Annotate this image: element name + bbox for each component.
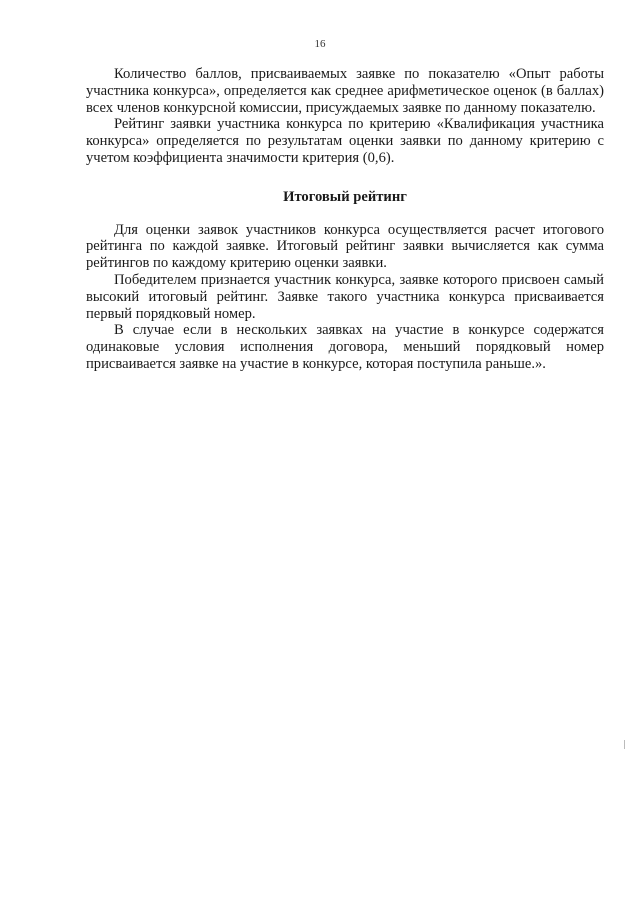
section-heading: Итоговый рейтинг bbox=[283, 188, 407, 205]
paragraph-tie-break: В случае если в нескольких заявках на участие в конкурсе содержатся одинаковые условия исполнения договора, меньший порядковый номер присваивается заявке на участие в конкурсе, которая поступила раньше.». bbox=[86, 322, 604, 372]
page-number: 16 bbox=[314, 38, 326, 50]
paragraph-qualification-rating: Рейтинг заявки участника конкурса по критерию «Квалификация участника конкурса» определяется по результатам оценки заявки по данному критерию с учетом коэффициента значимости критерия (0,6). bbox=[86, 116, 604, 166]
paragraph-final-rating-calc: Для оценки заявок участников конкурса осуществляется расчет итогового рейтинга по каждой заявке. Итоговый рейтинг заявки вычисляется как сумма рейтингов по каждому критерию оценки заявки. bbox=[86, 221, 604, 272]
scan-edge-mark bbox=[624, 740, 625, 749]
document-body bbox=[86, 66, 604, 373]
paragraph-winner: Победителем признается участник конкурса, заявке которого присвоен самый высокий итоговый рейтинг. Заявке такого участника конкурса присваивается первый порядковый номер. bbox=[86, 271, 604, 322]
paragraph-experience-score: Количество баллов, присваиваемых заявке по показателю «Опыт работы участника конкурса», определяется как среднее арифметическое оценок (в баллах) всех членов конкурсной комиссии, присуждаемых заявке по данному показателю. bbox=[86, 66, 604, 116]
